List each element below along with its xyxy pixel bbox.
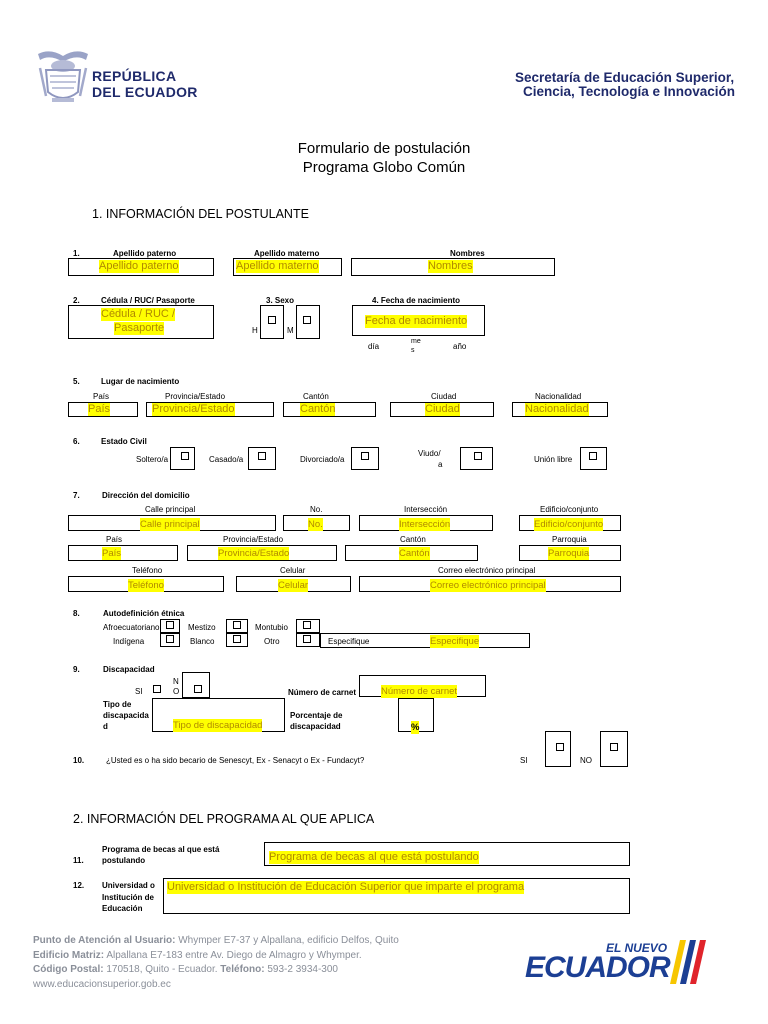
correo-label: Correo electrónico principal — [438, 566, 536, 575]
dom-pais-label: País — [106, 535, 123, 544]
interseccion-value: Intersección — [399, 519, 451, 530]
footer-line1 — [33, 935, 399, 946]
montubio-checkbox[interactable] — [303, 621, 311, 629]
discapacidad-si-label: SI — [135, 687, 143, 696]
correo-value: Correo electrónico principal — [430, 580, 546, 591]
lugar-ciudad-label: Ciudad — [431, 392, 457, 401]
q10-number: 10. — [73, 756, 85, 765]
union-libre-checkbox[interactable] — [589, 452, 597, 460]
universidad-label-line2: Institución de — [102, 893, 154, 902]
casado-checkbox[interactable] — [258, 452, 266, 460]
celular-label: Celular — [280, 566, 306, 575]
form-title-line2: Programa Globo Común — [302, 159, 466, 176]
universidad-label-line1: Universidad o — [102, 881, 155, 890]
divorciado-checkbox[interactable] — [361, 452, 369, 460]
carnet-label: Número de carnet — [288, 688, 357, 697]
soltero-checkbox[interactable] — [181, 452, 189, 460]
programa-label-line1: Programa de becas al que está — [102, 845, 220, 854]
footer-line3-label2: Teléfono: — [217, 964, 265, 975]
numero-label: No. — [310, 505, 323, 514]
especifique-value: Especifique — [430, 636, 480, 647]
porcentaje-label-line1: Porcentaje de — [290, 711, 343, 720]
telefono-value: Teléfono — [128, 580, 164, 591]
especifique-field[interactable] — [320, 633, 530, 648]
q8-number: 8. — [73, 609, 80, 618]
blanco-label: Blanco — [190, 637, 215, 646]
sexo-h-label: H — [252, 326, 258, 335]
numero-value: No. — [308, 519, 323, 530]
etnica-label: Autodefinición étnica — [103, 609, 185, 618]
apellido-paterno-value: Apellido paterno — [99, 260, 179, 272]
section2-heading: 2. INFORMACIÓN DEL PROGRAMA AL QUE APLICA — [73, 812, 375, 826]
ministry-name-line2: Ciencia, Tecnología e Innovación — [523, 84, 736, 99]
lugar-nacimiento-label: Lugar de nacimiento — [101, 377, 180, 386]
calle-principal-label: Calle principal — [145, 505, 196, 514]
universidad-value: Universidad o Institución de Educación Superior que imparte el programa — [167, 881, 525, 893]
footer-website[interactable]: www.educacionsuperior.gob.ec — [33, 979, 171, 990]
q12-number: 12. — [73, 881, 85, 890]
edificio-label: Edificio/conjunto — [540, 505, 599, 514]
viudo-checkbox[interactable] — [474, 452, 482, 460]
sexo-m-checkbox[interactable] — [303, 316, 311, 324]
form-title-line1: Formulario de postulación — [297, 140, 471, 157]
becario-si-label: SI — [520, 756, 528, 765]
dom-canton-label: Cantón — [400, 535, 426, 544]
tipo-discapacidad-label-line3: d — [103, 722, 108, 731]
divorciado-label: Divorciado/a — [300, 455, 345, 464]
q6-number: 6. — [73, 437, 80, 446]
universidad-label-line3: Educación — [102, 904, 143, 913]
viudo-label-line1: Viudo/ — [418, 449, 441, 458]
brand-el-nuevo: EL NUEVO — [606, 941, 668, 955]
q5-number: 5. — [73, 377, 80, 386]
fecha-nacimiento-label: 4. Fecha de nacimiento — [372, 296, 461, 305]
dom-pais-field[interactable] — [68, 545, 178, 561]
nombres-value: Nombres — [428, 260, 473, 272]
lugar-canton-label: Cantón — [303, 392, 329, 401]
sexo-label: 3. Sexo — [266, 296, 295, 305]
otro-checkbox[interactable] — [303, 635, 311, 643]
afro-checkbox[interactable] — [166, 621, 174, 629]
dom-pais-value: País — [102, 548, 122, 559]
q7-number: 7. — [73, 491, 80, 500]
dom-parroquia-value: Parroquia — [548, 548, 590, 559]
programa-value: Programa de becas al que está postulando — [269, 851, 479, 863]
becario-si-checkbox[interactable] — [556, 743, 564, 751]
cedula-value-line2: Pasaporte — [114, 322, 165, 334]
footer-line3-label: Código Postal: — [33, 964, 104, 975]
country-name-line2: DEL ECUADOR — [92, 84, 198, 100]
cedula-value-line1: Cédula / RUC / — [101, 308, 175, 320]
indigena-label: Indígena — [113, 637, 145, 646]
q2-number: 2. — [73, 296, 80, 305]
cedula-label: Cédula / RUC/ Pasaporte — [101, 296, 195, 305]
nombres-label: Nombres — [450, 249, 485, 258]
fecha-mes-label-line1: me — [411, 338, 421, 345]
calle-principal-value: Calle principal — [140, 519, 200, 530]
union-libre-label: Unión libre — [534, 455, 573, 464]
apellido-paterno-label: Apellido paterno — [113, 249, 177, 258]
fecha-anio-label: año — [453, 342, 467, 351]
blanco-checkbox[interactable] — [233, 635, 241, 643]
footer-line1-value: Whymper E7-37 y Alpallana, edificio Delfos, Quito — [175, 935, 399, 946]
montubio-label: Montubio — [255, 623, 288, 632]
tipo-discapacidad-value: Tipo de discapacidad — [173, 720, 263, 731]
lugar-provincia-label: Provincia/Estado — [165, 392, 226, 401]
lugar-ciudad-value: Ciudad — [425, 403, 460, 415]
dom-provincia-label: Provincia/Estado — [223, 535, 284, 544]
tipo-discapacidad-label-line2: discapacida — [103, 711, 149, 720]
discapacidad-no-checkbox[interactable] — [194, 685, 202, 693]
discapacidad-detail-box — [209, 672, 210, 698]
brand-ecuador: ECUADOR — [525, 951, 670, 984]
footer-line2-value: Alpallana E7-183 entre Av. Diego de Almagro y Whymper. — [104, 950, 362, 961]
lugar-nacionalidad-value: Nacionalidad — [525, 403, 589, 415]
dom-provincia-value: Provincia/Estado — [218, 548, 290, 559]
fecha-nacimiento-value: Fecha de nacimiento — [365, 315, 468, 327]
mestizo-checkbox[interactable] — [233, 621, 241, 629]
flag-stripes-icon — [670, 938, 710, 986]
direccion-label: Dirección del domicilio — [102, 491, 190, 500]
lugar-canton-value: Cantón — [300, 403, 336, 415]
porcentaje-label-line2: discapacidad — [290, 722, 341, 731]
casado-label: Casado/a — [209, 455, 244, 464]
dom-parroquia-label: Parroquia — [552, 535, 587, 544]
footer-line3-value2: 593-2 3934-300 — [264, 964, 338, 975]
telefono-label: Teléfono — [132, 566, 163, 575]
sexo-m-label: M — [287, 326, 294, 335]
footer-line2 — [33, 950, 362, 961]
lugar-pais-label: País — [93, 392, 110, 401]
estado-civil-label: Estado Civil — [101, 437, 147, 446]
viudo-label-line2: a — [438, 460, 443, 469]
apellido-materno-label: Apellido materno — [254, 249, 320, 258]
becario-no-checkbox[interactable] — [610, 743, 618, 751]
discapacidad-si-checkbox[interactable] — [153, 685, 161, 693]
mestizo-label: Mestizo — [188, 623, 216, 632]
sexo-h-checkbox[interactable] — [268, 316, 276, 324]
programa-label-line2: postulando — [102, 856, 146, 865]
interseccion-label: Intersección — [404, 505, 448, 514]
especifique-label: Especifique — [328, 637, 370, 646]
footer-line3-value: 170518, Quito - Ecuador. — [103, 964, 218, 975]
apellido-materno-value: Apellido materno — [236, 260, 319, 272]
section1-heading: 1. INFORMACIÓN DEL POSTULANTE — [92, 207, 309, 221]
country-name-line1: REPÚBLICA — [92, 68, 177, 84]
porcentaje-value: % — [411, 722, 420, 733]
q11-number: 11. — [73, 856, 84, 865]
becario-no-label: NO — [580, 756, 592, 765]
discapacidad-label: Discapacidad — [103, 665, 155, 674]
fecha-mes-label-line2: s — [411, 347, 415, 354]
dom-canton-value: Cantón — [399, 548, 430, 559]
q9-number: 9. — [73, 665, 80, 674]
fecha-dia-label: día — [368, 342, 380, 351]
becario-question: ¿Usted es o ha sido becario de Senescyt, Ex - Senacyt o Ex - Fundacyt? — [106, 756, 365, 765]
footer-line1-label: Punto de Atención al Usuario: — [33, 935, 176, 946]
discapacidad-no-label-line2: O — [173, 687, 180, 696]
afro-label: Afroecuatoriano — [103, 623, 160, 632]
carnet-value: Número de carnet — [381, 686, 458, 697]
ministry-name-line1: Secretaría de Educación Superior, — [515, 70, 735, 85]
tipo-discapacidad-label-line1: Tipo de — [103, 700, 132, 709]
discapacidad-no-label-line1: N — [173, 677, 179, 686]
indigena-checkbox[interactable] — [166, 635, 174, 643]
footer-line3 — [33, 964, 338, 975]
footer-line2-label: Edificio Matriz: — [33, 950, 105, 961]
q1-number: 1. — [73, 249, 80, 258]
lugar-nacionalidad-label: Nacionalidad — [535, 392, 582, 401]
edificio-value: Edificio/conjunto — [534, 519, 604, 530]
soltero-label: Soltero/a — [136, 455, 169, 464]
lugar-provincia-value: Provincia/Estado — [152, 403, 235, 415]
coat-of-arms-icon — [32, 46, 94, 108]
celular-value: Celular — [278, 580, 309, 591]
lugar-pais-value: País — [88, 403, 111, 415]
otro-label: Otro — [264, 637, 280, 646]
